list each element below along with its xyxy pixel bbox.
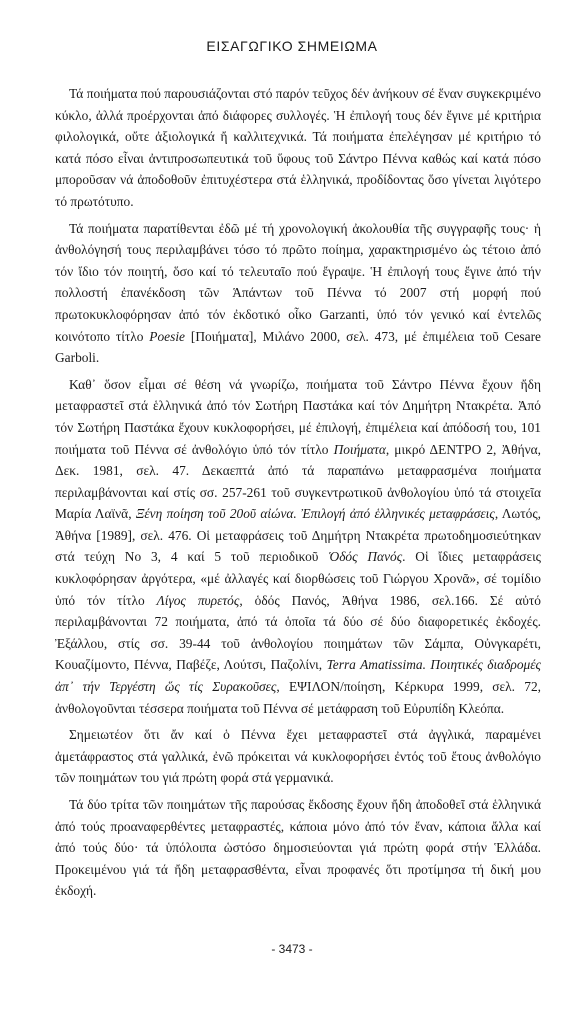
- page-title: ΕΙΣΑΓΩΓΙΚΟ ΣΗΜΕΙΩΜΑ: [206, 38, 378, 54]
- text-run: Καθ᾽ ὅσον εἶμαι σέ θέση νά γνωρίζω, ποιήματα τοῦ Σάντρο Πέννα ἔχουν ἤδη μεταφραστεῖ στά ἑλληνικά ἀπό τόν Σωτήρη Παστάκα καί τόν Δημήτρη Ντακρέτα. Ἀπό τόν Σωτήρη Παστάκα ἔχουν κυκλοφορήσει, μέ ἐπιλογή, ἐπιμέλεια καί ἀπόδοσή του, 101 ποιήματα τοῦ Πέννα σέ ἀνθολόγιο ὑπό τόν τίτλο: [55, 376, 541, 457]
- paragraph: [55, 218, 541, 369]
- paragraph: [55, 724, 541, 789]
- italic-text: Terra Amatissima. Ποιητικές διαδρομές ἀπ᾽ τήν Τεργέστη ὥς τίς Συρακοῦσες: [55, 657, 541, 695]
- italic-text: Ὁδός Πανός: [328, 549, 403, 565]
- text-run: . Οἱ ἴδιες μεταφράσεις κυκλοφόρησαν ἀργότερα, «μέ ἀλλαγές καί διορθώσεις τοῦ Γιώργου Χρονᾶ», σέ τομίδιο ὑπό τόν τίτλο: [55, 549, 541, 608]
- paragraph: [55, 794, 541, 902]
- text-run: Σημειωτέον ὅτι ἄν καί ὁ Πέννα ἔχει μεταφραστεῖ στά ἀγγλικά, παραμένει ἀμετάφραστος στά γαλλικά, ἐνῶ πρόκειται νά κυκλοφορήσει ἐντός τοῦ ἔτους ἀνθολόγιο τῶν ποιημάτων του γιά πρώτη φορά στά γερμανικά.: [55, 727, 541, 786]
- italic-text: Poesie: [149, 328, 185, 344]
- text-run: Τά ποιήματα παρατίθενται ἐδῶ μέ τή χρονολογική ἀκολουθία τῆς συγγραφῆς τους· ἡ ἀνθολόγησή τους περιλαμβάνει τόσο τό πρῶτο ποίημα, χαρακτηρισμένο ὡς τέτοιο ἀπό τόν ἴδιο τόν ποιητή, ὅσο καί τό τελευταῖο πού ἔγραψε. Ἡ ἐπιλογή τους ἔγινε ἀπό τήν πολλοστή ἐπανέκδοση τῶν Ἁπάντων τοῦ Πέννα τό 2007 στή μορφή πού πρωτοκυκλοφόρησαν ἀπό τόν ἐκδοτικό οἶκο Garzanti, ὑπό τόν γενικό καί ἐντελῶς κοινότοπο τίτλο: [55, 220, 541, 344]
- text-run: , ΕΨΙΛΟΝ/ποίηση, Κέρκυρα 1999, σελ. 72, ἀνθολογοῦνται τέσσερα ποιήματα τοῦ Πέννα σέ μετάφραση τοῦ Εὐρυπίδη Κλεόπα.: [55, 679, 541, 716]
- italic-text: Ποιήματα: [333, 441, 386, 457]
- body-text: [55, 83, 541, 907]
- text-run: , Λωτός, Ἀθήνα [1989], σελ. 476. Οἱ μεταφράσεις τοῦ Δημήτρη Ντακρέτα πρωτοδημοσιεύτηκαν στά τεύχη Νο 3, 4 καί 5 τοῦ περιοδικοῦ: [55, 506, 541, 565]
- text-run: Τά δύο τρίτα τῶν ποιημάτων τῆς παρούσας ἔκδοσης ἔχουν ἤδη ἀποδοθεῖ στά ἑλληνικά ἀπό τούς προαναφερθέντες μεταφραστές, κάποια μόνο ἀπό τόν ἕναν, κάποια ἄλλα καί ἀπό τούς δύο· τά ὑπόλοιπα ὡστόσο δημοσιεύονται γιά πρώτη φορά στήν Ἑλλάδα. Προκειμένου γιά τά ἤδη μεταφρασθέντα, εἶναι προφανές ὅτι προτίμησα τή δική μου ἐκδοχή.: [55, 797, 541, 899]
- text-run: , ὁδός Πανός, Ἀθήνα 1986, σελ.166. Σέ αὐτό περιλαμβάνονται 72 ποιήματα, ἀπό τά ὁποῖα τά δύο σέ δύο διαφορετικές ἐκδοχές. Ἐξάλλου, στίς σσ. 39-44 τοῦ ἀνθολογίου ποιημάτων τῶν Σάμπα, Οὐνγκαρέτι, Κουαζίμοντο, Πέννα, Παβέζε, Λούτσι, Παζολίνι,: [55, 592, 541, 673]
- text-run: [Ποιήματα], Μιλάνο 2000, σελ. 473, μέ ἐπιμέλεια τοῦ Cesare Garboli.: [55, 328, 541, 366]
- text-run: Τά ποιήματα πού παρουσιάζονται στό παρόν τεῦχος δέν ἀνήκουν σέ ἕναν συγκεκριμένο κύκλο, ἀλλά προέρχονται ἀπό διάφορες συλλογές. Ἡ ἐπιλογή τους δέν ἔγινε μέ κριτήρια φιλολογικά, οὔτε ἀξιολογικά ἤ καλλιτεχνικά. Τά ποιήματα ἐπελέγησαν μέ κριτήριο τό κατά πόσο εἶναι ἀντιπροσωπευτικά τοῦ ὕφους τοῦ Σάντρο Πέννα καθώς καί κατά πόσο μποροῦσαν νά ἀποδοθοῦν ἐπιτυχέστερα στά ἑλληνικά, προδίδοντας ὅσο γίνεται λιγότερο τό πρωτότυπο.: [55, 86, 541, 209]
- paragraph: [55, 83, 541, 213]
- italic-text: Λίγος πυρετός: [156, 592, 240, 608]
- paragraph: [55, 374, 541, 720]
- italic-text: Ξένη ποίηση τοῦ 20οῦ αἰώνα. Ἐπιλογή ἀπό ἑλληνικές μεταφράσεις: [135, 506, 495, 522]
- text-run: , μικρό ΔΕΝΤΡΟ 2, Ἀθήνα, Δεκ. 1981, σελ. 47. Δεκαεπτά ἀπό τά παραπάνω μεταφρασμένα ποιήματα περιλαμβάνονται καί στίς σσ. 257-261 τοῦ συγκεντρωτικοῦ ἀνθολογίου ὑπό τά στοιχεῖα Μαρία Λαϊνᾶ,: [55, 441, 541, 522]
- page-number: - 3473 -: [271, 942, 313, 956]
